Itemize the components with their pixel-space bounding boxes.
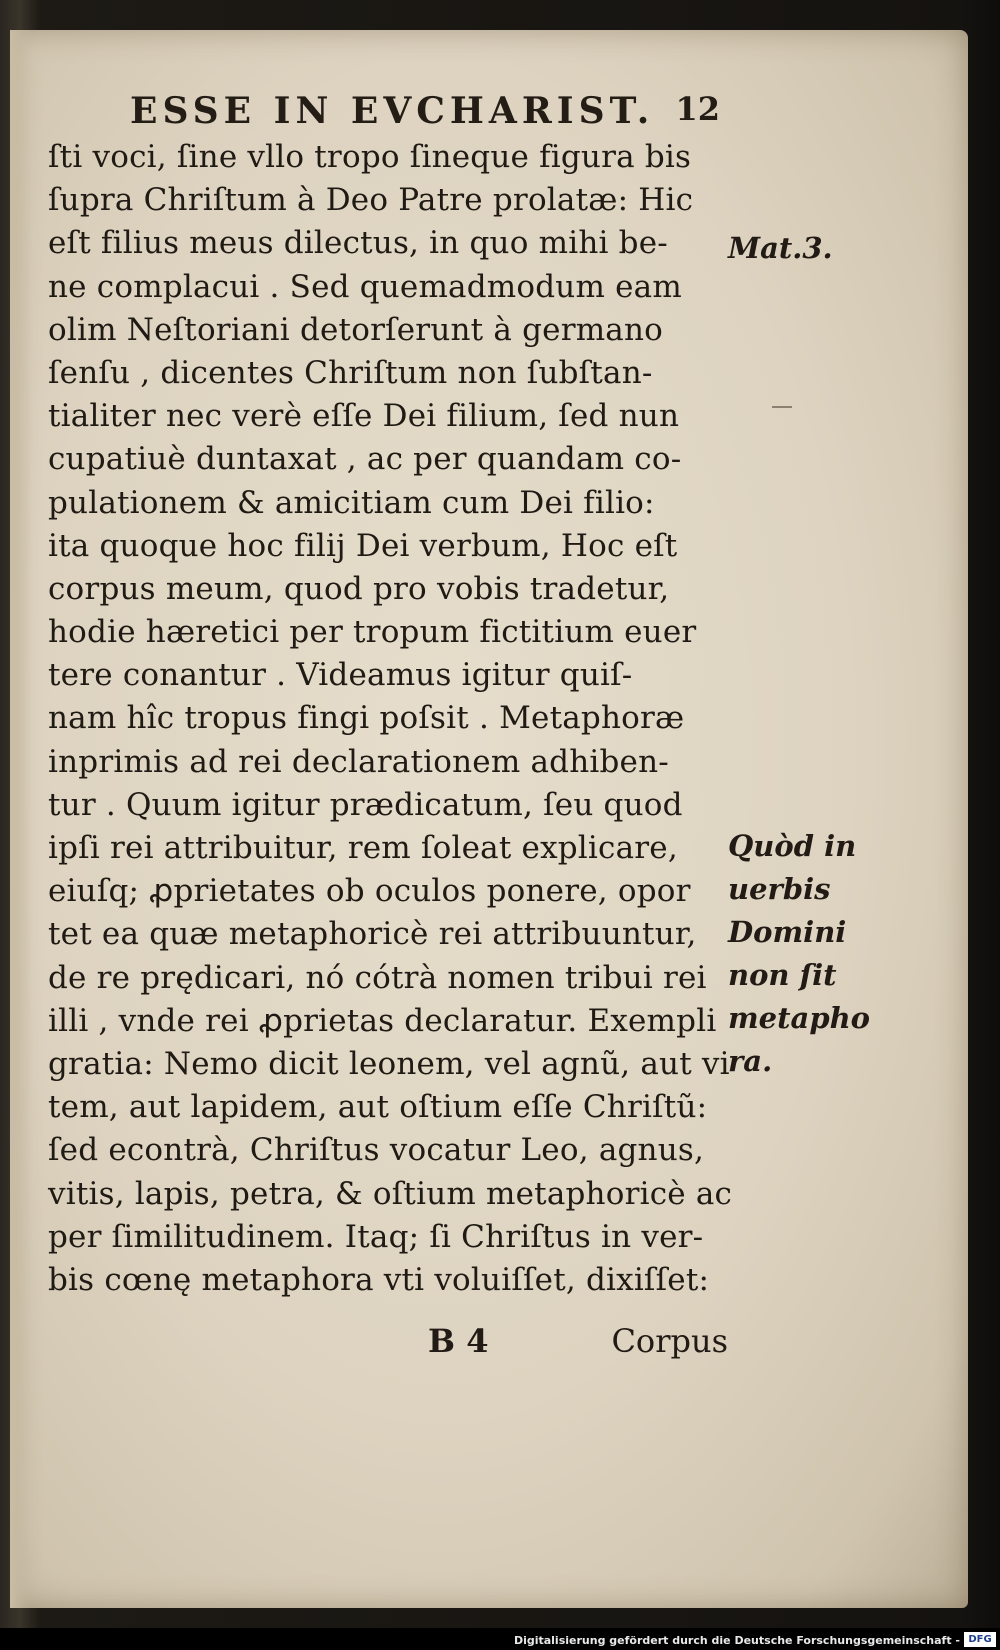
text-line: tere conantur . Videamus igitur quiſ- — [48, 657, 633, 694]
running-head: ESSE IN EVCHARIST. — [130, 90, 655, 132]
text-line: tet ea quæ metaphoricè rei attribuuntur, — [48, 916, 697, 953]
text-line: ipſi rei attribuitur, rem ſoleat explicare, — [48, 830, 678, 866]
margin-note-uerbis: uerbis — [728, 872, 831, 906]
margin-dash — [772, 406, 792, 408]
page-edge — [10, 30, 32, 1608]
text-line: inprimis ad rei declarationem adhiben- — [48, 743, 669, 780]
text-line: de re prędicari, nó cótrà nomen tribui rei — [48, 959, 707, 996]
text-line: tur . Quum igitur prædicatum, ſeu quod — [48, 786, 683, 823]
text-line: eſt filius meus dilectus, in quo mihi be- — [48, 225, 668, 262]
text-line: pulationem & amicitiam cum Dei filio: — [48, 484, 655, 521]
text-line: bis cœnę metaphora vti voluiſſet, dixiſſet: — [48, 1261, 710, 1298]
page-header — [130, 90, 720, 140]
body-text — [48, 136, 733, 1302]
text-line: hodie hæretici per tropum fictitium euer — [48, 614, 697, 651]
text-line: per ſimilitudinem. Itaq; ſi Chriſtus in ver- — [48, 1218, 704, 1255]
page-footer — [48, 1322, 728, 1372]
text-line: ſenſu , dicentes Chriſtum non ſubſtan- — [48, 354, 653, 391]
text-line: vitis, lapis, petra, & oſtium metaphoricè ac — [48, 1175, 733, 1212]
credit-text: Digitalisierung gefördert durch die Deutsche Forschungsgemeinschaft - — [513, 1634, 960, 1647]
text-line: ſed econtrà, Chriſtus vocatur Leo, agnus, — [48, 1132, 705, 1169]
text-line: illi , vnde rei ꝓprietas declaratur. Exempli — [48, 1002, 717, 1039]
margin-note-domini: Domini — [728, 915, 847, 949]
margin-note-non-sit: non ſit — [728, 958, 837, 992]
text-line: ita quoque hoc filij Dei verbum, Hoc eſt — [48, 527, 678, 564]
text-line: ſupra Chriſtum à Deo Patre prolatæ: Hic — [48, 182, 694, 219]
text-line: nam hîc tropus fingi poſsit . Metaphoræ — [48, 700, 685, 737]
text-line: olim Neſtoriani detorſerunt à germano — [48, 311, 664, 348]
dfg-logo: DFG — [964, 1632, 996, 1647]
signature-mark: B 4 — [428, 1322, 489, 1360]
text-line: ne complacui . Sed quemadmodum eam — [48, 268, 682, 305]
text-line: tialiter nec verè eſſe Dei filium, ſed nun — [48, 398, 680, 435]
text-line: gratia: Nemo dicit leonem, vel agnũ, aut vi — [48, 1045, 730, 1082]
credit-bar — [0, 1628, 1000, 1650]
margin-note-quod-in: Quòd in — [728, 829, 857, 863]
catchword: Corpus — [611, 1322, 728, 1360]
text-line: eiuſq; ꝓprietates ob oculos ponere, opor — [48, 873, 691, 910]
text-line: ſti voci, ſine vllo tropo ſineque figura bis — [48, 139, 692, 175]
margin-note-metapho: metapho — [728, 1001, 871, 1035]
text-line: corpus meum, quod pro vobis tradetur, — [48, 570, 670, 607]
text-line: tem, aut lapidem, aut oſtium eſſe Chriſtũ: — [48, 1089, 708, 1126]
margin-note-mat: Mat.3. — [728, 231, 833, 265]
margin-note-ra: ra. — [728, 1044, 773, 1078]
page-number: 12 — [675, 90, 720, 128]
text-line: cupatiuè duntaxat , ac per quandam co- — [48, 441, 682, 478]
